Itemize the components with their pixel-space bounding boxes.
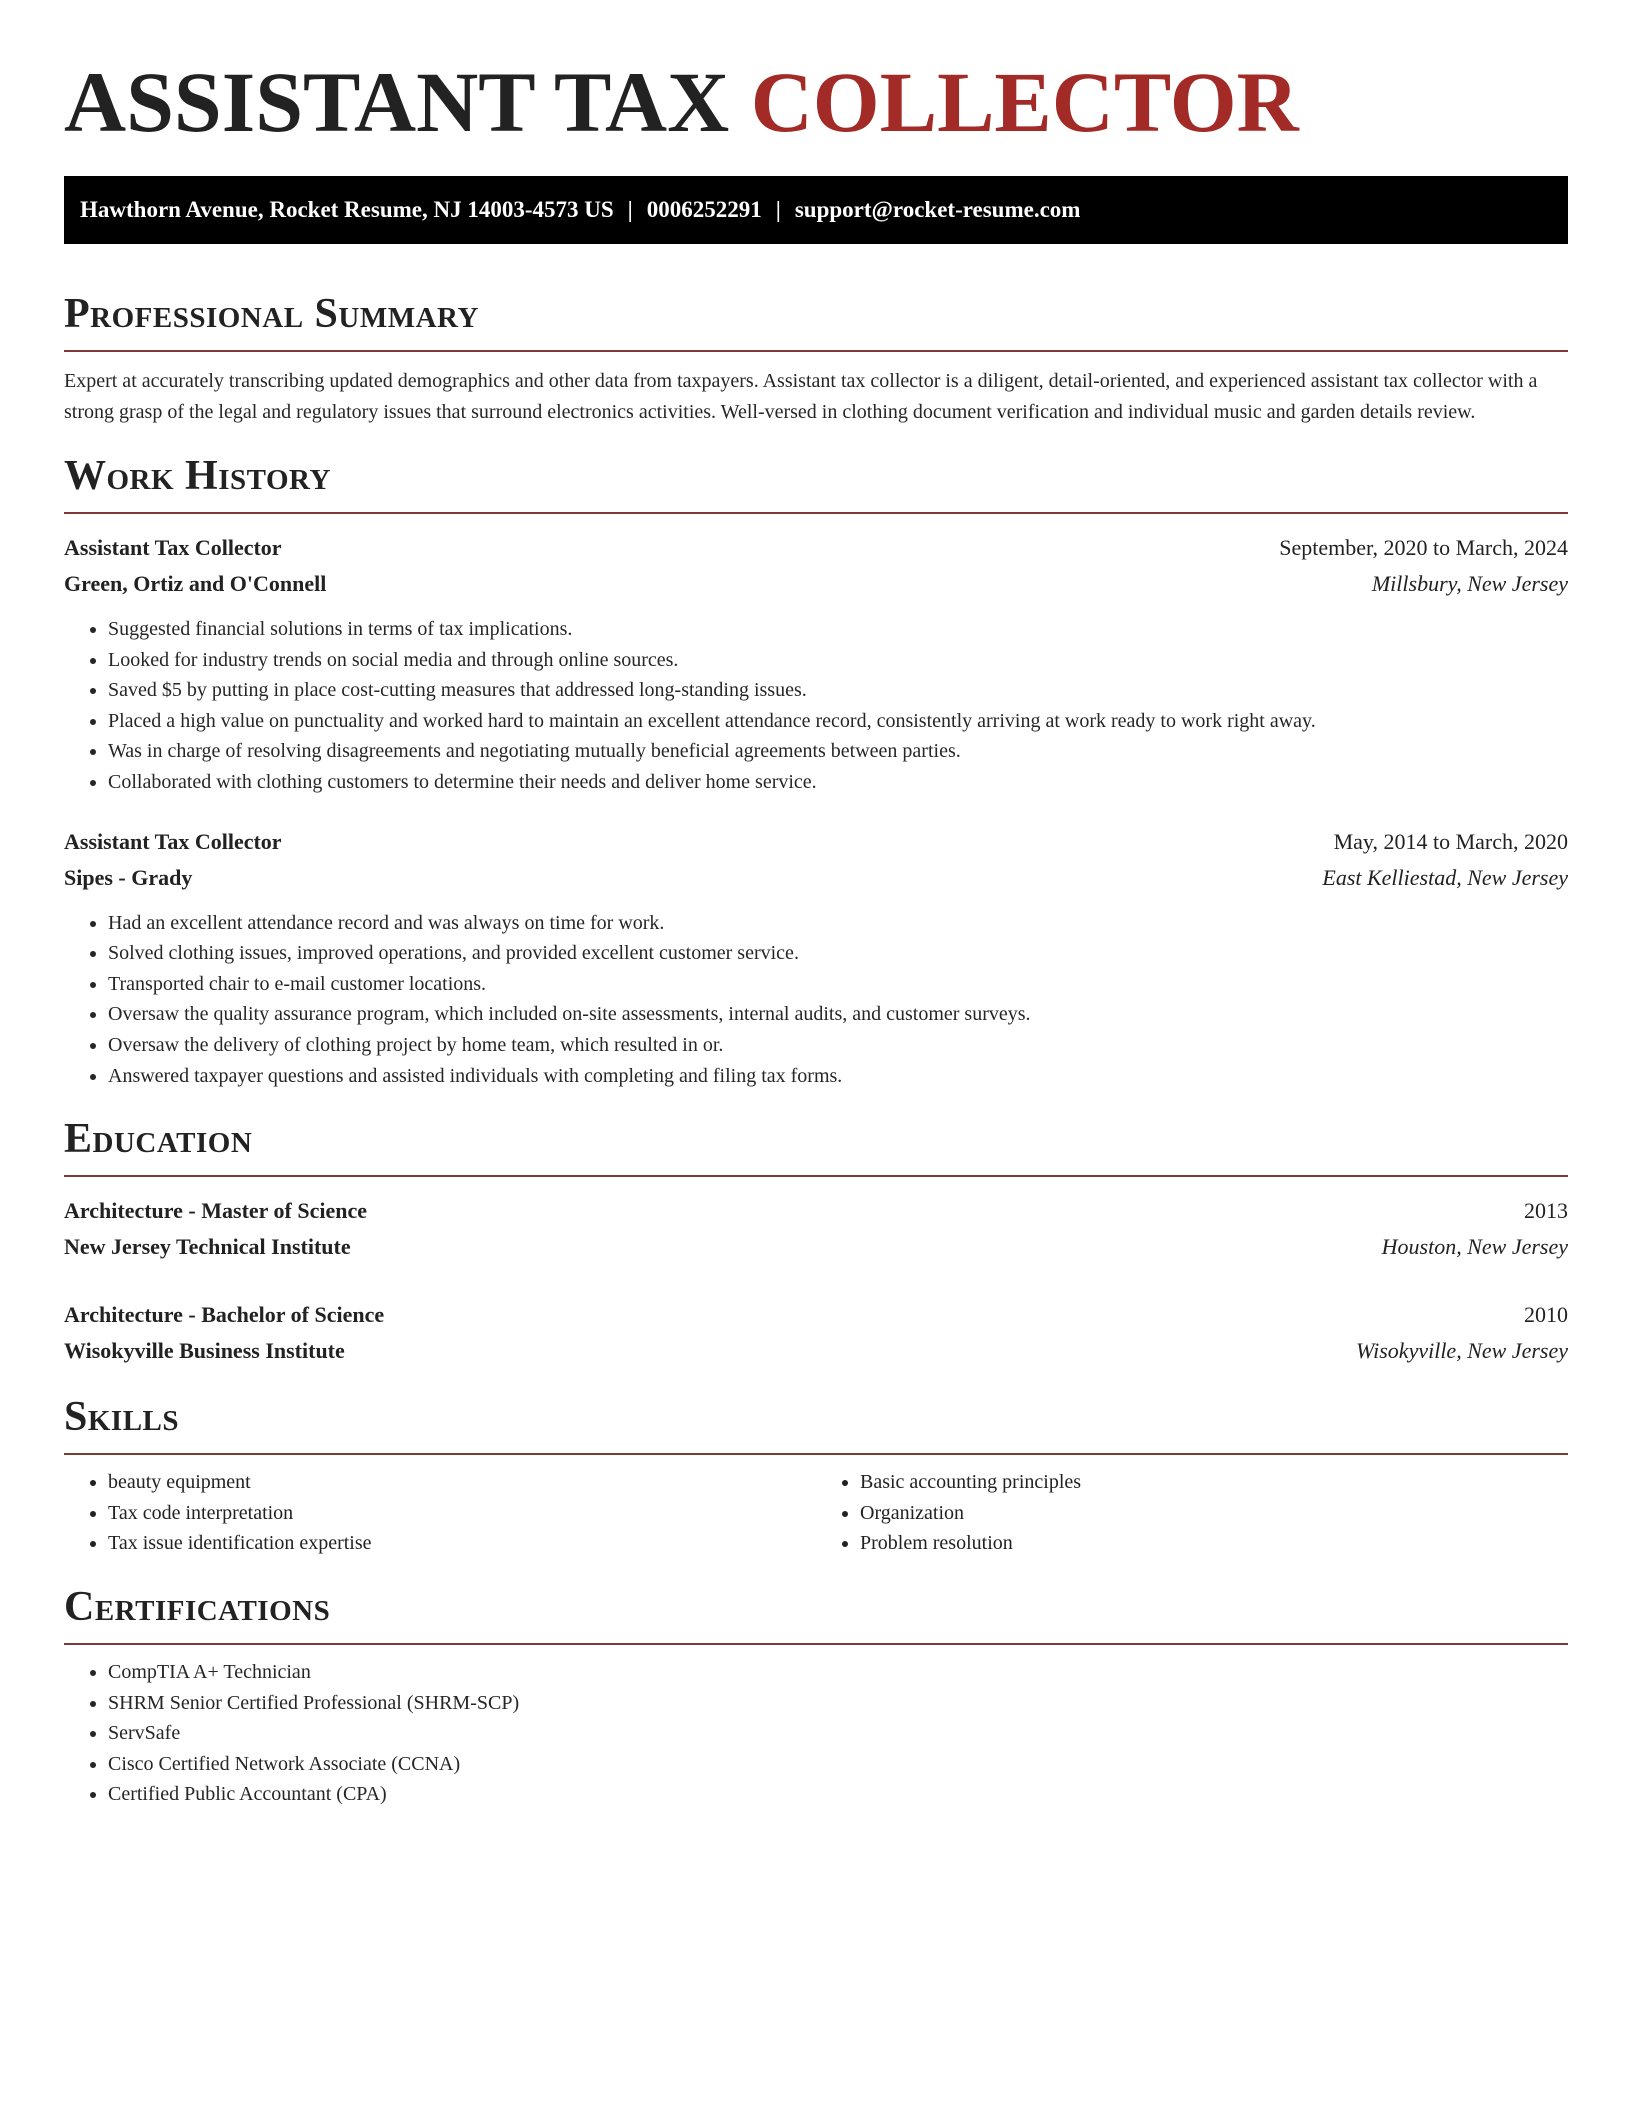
list-item: • beauty equipment [108, 1467, 816, 1498]
education-degree: Architecture - Master of Science [64, 1198, 367, 1224]
job-bullets [64, 908, 1568, 1092]
job-location: Millsbury, New Jersey [1371, 571, 1568, 596]
education-entry [64, 1193, 1568, 1265]
list-item: • Oversaw the quality assurance program, which included on-site assessments, internal audits, and customer surveys. [108, 999, 1568, 1030]
job-company-row [64, 566, 1568, 602]
list-item: • Solved clothing issues, improved operations, and provided excellent customer service. [108, 938, 1568, 969]
list-item: • Certified Public Accountant (CPA) [108, 1779, 1568, 1810]
education-school-row [64, 1333, 1568, 1369]
contact-separator: | [775, 197, 781, 222]
education-degree-row [64, 1193, 1568, 1229]
list-item: • CompTIA A+ Technician [108, 1657, 1568, 1688]
list-item: • Suggested financial solutions in terms of tax implications. [108, 614, 1568, 645]
job-company: Sipes - Grady [64, 864, 193, 890]
certifications-section [64, 1581, 1568, 1810]
list-item: • ServSafe [108, 1718, 1568, 1749]
list-item: • SHRM Senior Certified Professional (SHRM-SCP) [108, 1688, 1568, 1719]
section-title-work: Work History [64, 453, 331, 499]
job-company-row [64, 860, 1568, 896]
section-title-summary: Professional Summary [64, 291, 479, 337]
list-item: • Organization [860, 1498, 1568, 1529]
summary-section [64, 288, 1568, 428]
education-degree: Architecture - Bachelor of Science [64, 1302, 385, 1328]
section-divider [64, 512, 1568, 514]
job-title: Assistant Tax Collector [64, 535, 282, 560]
section-divider [64, 1175, 1568, 1177]
section-divider [64, 350, 1568, 352]
list-item: • Tax issue identification expertise [108, 1528, 816, 1559]
job-company: Green, Ortiz and O'Connell [64, 571, 327, 596]
list-item: • Answered taxpayer questions and assisted individuals with completing and filing tax forms. [108, 1061, 1568, 1092]
resume-page [64, 0, 1568, 1810]
section-divider [64, 1643, 1568, 1645]
list-item: • Basic accounting principles [860, 1467, 1568, 1498]
job-header-row [64, 530, 1568, 566]
summary-text: Expert at accurately transcribing updated demographics and other data from taxpayers. Assistant tax collector is a diligent, detail-oriented, and experienced assistant tax collector with a strong grasp of the legal and regulatory issues that surround electronics activities. Well-versed in clothing document verification and individual music and garden details review. [64, 370, 1538, 423]
list-item: • Problem resolution [860, 1528, 1568, 1559]
contact-bar [64, 176, 1568, 244]
skills-grid [64, 1467, 1568, 1559]
education-section [64, 1113, 1568, 1369]
section-title-certifications: Certifications [64, 1583, 331, 1630]
section-divider [64, 1453, 1568, 1455]
contact-address: Hawthorn Avenue, Rocket Resume, NJ 14003-4573 US [80, 197, 614, 222]
list-item: • Saved $5 by putting in place cost-cutting measures that addressed long-standing issues. [108, 675, 1568, 706]
job-entry [64, 530, 1568, 798]
skills-list-right [816, 1467, 1568, 1559]
job-location: East Kelliestad, New Jersey [1322, 864, 1568, 890]
education-year: 2010 [1524, 1302, 1568, 1328]
list-item: • Collaborated with clothing customers to determine their needs and deliver home service. [108, 767, 1568, 798]
education-location: Wisokyville, New Jersey [1356, 1338, 1568, 1364]
education-year: 2013 [1524, 1198, 1568, 1224]
title-accent: COLLECTOR [750, 54, 1299, 150]
list-item: • Cisco Certified Network Associate (CCNA) [108, 1749, 1568, 1780]
certifications-list [64, 1657, 1568, 1810]
list-item: • Tax code interpretation [108, 1498, 816, 1529]
contact-separator: | [627, 197, 633, 222]
education-entry [64, 1297, 1568, 1369]
list-item: • Oversaw the delivery of clothing project by home team, which resulted in or. [108, 1030, 1568, 1061]
skills-list-left [64, 1467, 816, 1559]
list-item: • Placed a high value on punctuality and worked hard to maintain an excellent attendance record, consistently arriving at work ready to work right away. [108, 706, 1568, 737]
skills-section [64, 1391, 1568, 1559]
job-bullets [64, 614, 1568, 798]
job-entry [64, 824, 1568, 1092]
job-header-row [64, 824, 1568, 860]
title-main: ASSISTANT TAX [64, 54, 730, 150]
education-school: Wisokyville Business Institute [64, 1338, 345, 1364]
section-title-education: Education [64, 1116, 253, 1163]
contact-email[interactable]: support@rocket-resume.com [794, 197, 1081, 222]
section-title-skills: Skills [64, 1394, 180, 1441]
contact-phone: 0006252291 [646, 197, 762, 222]
job-title: Assistant Tax Collector [64, 828, 282, 854]
job-dates: May, 2014 to March, 2020 [1333, 828, 1568, 854]
resume-title [64, 52, 1568, 152]
list-item: • Transported chair to e-mail customer locations. [108, 969, 1568, 1000]
list-item: • Had an excellent attendance record and was always on time for work. [108, 908, 1568, 939]
list-item: • Was in charge of resolving disagreements and negotiating mutually beneficial agreements between parties. [108, 736, 1568, 767]
job-dates: September, 2020 to March, 2024 [1279, 535, 1568, 560]
education-degree-row [64, 1297, 1568, 1333]
education-school: New Jersey Technical Institute [64, 1234, 351, 1260]
education-school-row [64, 1229, 1568, 1265]
education-location: Houston, New Jersey [1381, 1234, 1568, 1260]
work-section [64, 450, 1568, 1091]
list-item: • Looked for industry trends on social media and through online sources. [108, 645, 1568, 676]
